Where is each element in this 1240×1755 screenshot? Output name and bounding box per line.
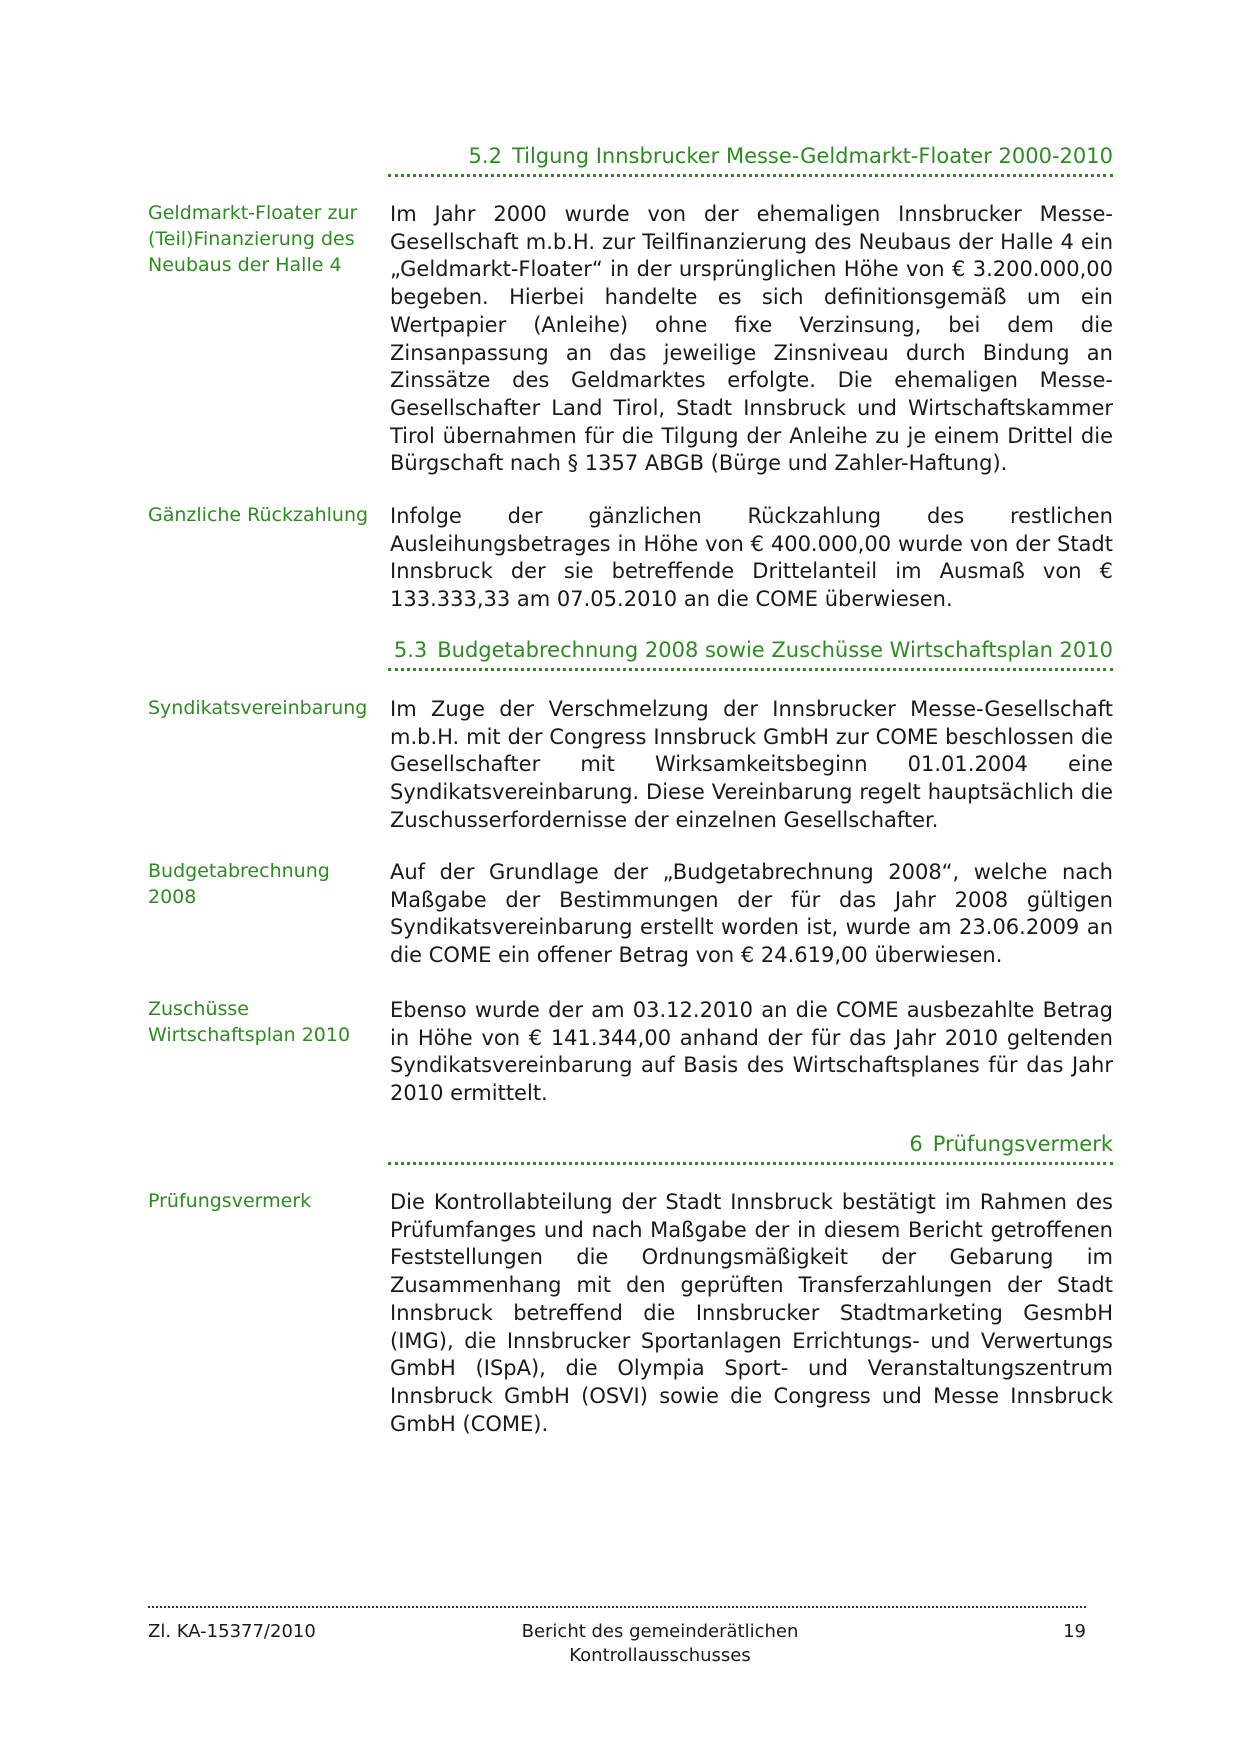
- page-number: 19: [1063, 1621, 1086, 1642]
- paragraph: Auf der Grundlage der „Budgetabrechnung 2008“, welche nach Maßgabe der Bestimmungen der für das Jahr 2008 gültigen Syndikatsvereinbarung erstellt worden ist, wurde am 23.06.2009 an die COME ein offener Betrag von € 24.619,00 überwiesen.: [390, 860, 1113, 968]
- section-title: Prüfungsvermerk: [932, 1132, 1113, 1156]
- margin-note: Syndikatsvereinbarung: [148, 697, 368, 719]
- section-number: 6: [909, 1132, 923, 1156]
- paragraph: Infolge der gänzlichen Rückzahlung des restlichen Ausleihungsbetrages in Höhe von € 400.000,00 wurde von der Stadt Innsbruck der sie betreffende Drittelanteil im Ausmaß von € 133.333,33 am 07.05.2010 an die COME überwiesen.: [390, 504, 1113, 612]
- section-heading-5-3: [388, 636, 1113, 671]
- section-heading-6: [388, 1130, 1113, 1165]
- paragraph: Die Kontrollabteilung der Stadt Innsbruck bestätigt im Rahmen des Prüfumfanges und nach Maßgabe der in diesem Bericht getroffenen Feststellungen die Ordnungsmäßigkeit der Gebarung im Zusammenhang mit den geprüften Transferzahlungen der Stadt Innsbruck betreffend die Innsbrucker Stadtmarketing GesmbH (IMG), die Innsbrucker Sportanlagen Errichtungs- und Verwertungs GmbH (ISpA), die Olympia Sport- und Veranstaltungszentrum Innsbruck GmbH (OSVI) sowie die Congress und Messe Innsbruck GmbH (COME).: [390, 1190, 1113, 1436]
- section-title: Budgetabrechnung 2008 sowie Zuschüsse Wirtschaftsplan 2010: [437, 638, 1113, 662]
- paragraph: Im Jahr 2000 wurde von der ehemaligen Innsbrucker Messe-Gesellschaft m.b.H. zur Teilfinanzierung des Neubaus der Halle 4 ein „Geldmarkt-Floater“ in der ursprünglichen Höhe von € 3.200.000,00 begeben. Hierbei handelte es sich definitionsgemäß um ein Wertpapier (Anleihe) ohne fixe Verzinsung, bei dem die Zinsanpassung an das jeweilige Zinsniveau durch Bindung an Zinssätze des Geldmarktes erfolgte. Die ehemaligen Messe-Gesellschafter Land Tirol, Stadt Innsbruck und Wirtschaftskammer Tirol übernahmen für die Tilgung der Anleihe zu je einem Drittel die Bürgschaft nach § 1357 ABGB (Bürge und Zahler-Haftung).: [390, 202, 1113, 476]
- section-number: 5.2: [468, 144, 502, 168]
- footer-reference: Zl. KA-15377/2010: [148, 1621, 316, 1642]
- margin-note: Gänzliche Rückzahlung: [148, 504, 369, 526]
- paragraph: Ebenso wurde der am 03.12.2010 an die COME ausbezahlte Betrag in Höhe von € 141.344,00 anhand der für das Jahr 2010 geltenden Syndikatsvereinbarung auf Basis des Wirtschaftsplanes für das Jahr 2010 ermittelt.: [390, 998, 1113, 1106]
- margin-note: Prüfungsvermerk: [148, 1190, 312, 1212]
- section-number: 5.3: [393, 638, 428, 662]
- footer-title: Bericht des gemeinderätlichen Kontrollausschusses: [521, 1621, 799, 1666]
- section-title: Tilgung Innsbrucker Messe-Geldmarkt-Floater 2000-2010: [511, 144, 1113, 168]
- section-heading-5-2: [388, 142, 1113, 177]
- margin-note: Zuschüsse Wirtschaftsplan 2010: [148, 998, 351, 1046]
- margin-note: Budgetabrechnung 2008: [148, 860, 330, 908]
- margin-note: Geldmarkt-Floater zur (Teil)Finanzierung des Neubaus der Halle 4: [148, 202, 358, 276]
- paragraph: Im Zuge der Verschmelzung der Innsbrucker Messe-Gesellschaft m.b.H. mit der Congress Innsbruck GmbH zur COME beschlossen die Gesellschafter mit Wirksamkeitsbeginn 01.01.2004 eine Syndikatsvereinbarung. Diese Vereinbarung regelt hauptsächlich die Zuschusserfordernisse der einzelnen Gesellschafter.: [390, 697, 1113, 832]
- footer-divider: [148, 1606, 1086, 1608]
